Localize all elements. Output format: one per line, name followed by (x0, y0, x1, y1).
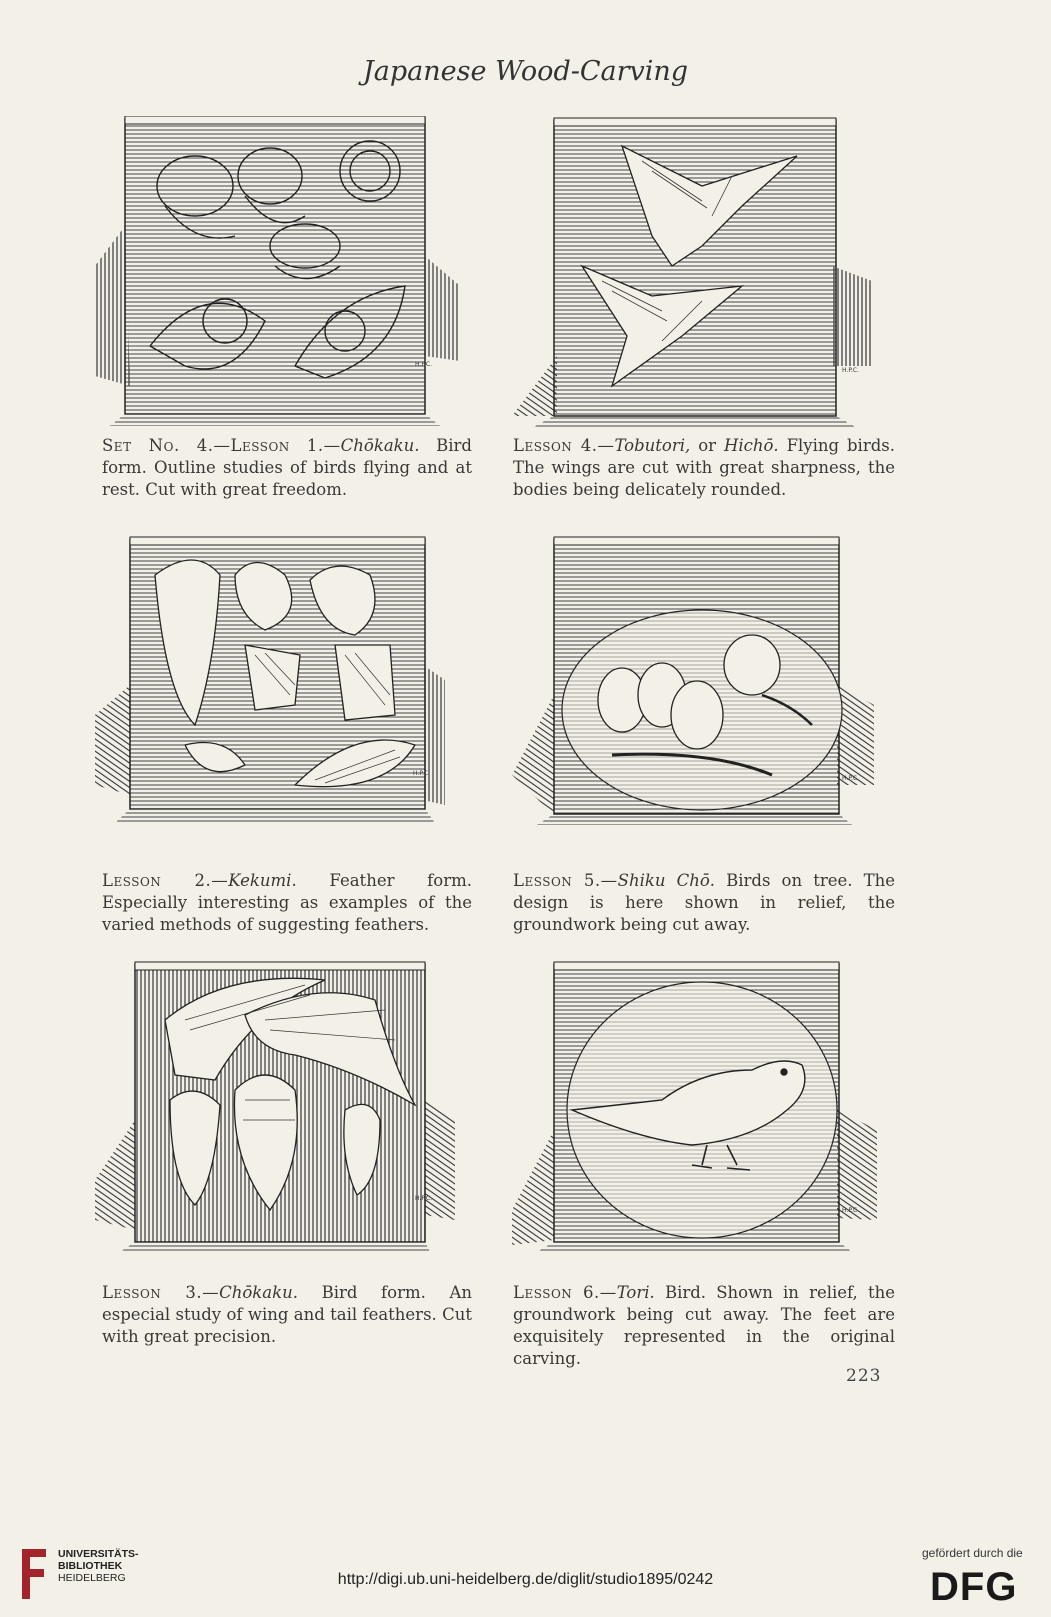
plate-lesson-5 (512, 535, 892, 845)
plate-lesson-1 (95, 116, 465, 432)
dfg-logo: DFG (930, 1565, 1018, 1609)
engraver-mark: H.P.C. (842, 367, 860, 374)
carving-wing-tail-feathers-image (95, 960, 465, 1270)
source-url-link[interactable]: http://digi.ub.uni-heidelberg.de/diglit/studio1895/0242 (337, 1571, 714, 1588)
engraver-mark: H.P.C. (415, 1195, 433, 1202)
carving-birds-on-tree-image (512, 535, 892, 845)
engraver-mark: H.P.C (842, 775, 858, 782)
caption-lesson-1: Set No. 4.—Lesson 1.—Chōkaku. Bird form. Outline studies of birds flying and at rest. Cut with great freedom. (102, 436, 472, 499)
plate-lesson-6 (512, 960, 892, 1270)
carving-feather-forms-image (95, 535, 465, 845)
caption-lesson-3: Lesson 3.—Chōkaku. Bird form. An especial study of wing and tail feathers. Cut with great precision. (102, 1283, 472, 1346)
page-title: Japanese Wood-Carving (362, 56, 689, 87)
caption-lesson-4: Lesson 4.—Tobutori, or Hichō. Flying birds. The wings are cut with great sharpness, the bodies being delicately rounded. (513, 436, 895, 499)
caption-lesson-5: Lesson 5.—Shiku Chō. Birds on tree. The design is here shown in relief, the groundwork being cut away. (513, 871, 895, 934)
plate-lesson-3 (95, 960, 465, 1270)
plate-lesson-4 (512, 116, 892, 432)
library-name: UNIVERSITÄTS- BIBLIOTHEK HEIDELBERG (58, 1548, 139, 1584)
carving-single-bird-image (512, 960, 892, 1270)
engraver-mark: H.P.C. (415, 361, 433, 368)
carving-outline-birds-image (95, 116, 465, 432)
plate-lesson-2 (95, 535, 465, 845)
engraver-mark: H.P.C (842, 1207, 858, 1214)
caption-lesson-6: Lesson 6.—Tori. Bird. Shown in relief, the groundwork being cut away. The feet are exquisitely represented in the original carving. (513, 1283, 895, 1368)
funder-label: gefördert durch die (922, 1546, 1023, 1560)
caption-lesson-2: Lesson 2.—Kekumi. Feather form. Especially interesting as examples of the varied methods of suggesting feathers. (102, 871, 472, 934)
page-number: 223 (846, 1366, 882, 1386)
carving-flying-birds-image (512, 116, 892, 432)
engraver-mark: H.P.C. (413, 770, 431, 777)
